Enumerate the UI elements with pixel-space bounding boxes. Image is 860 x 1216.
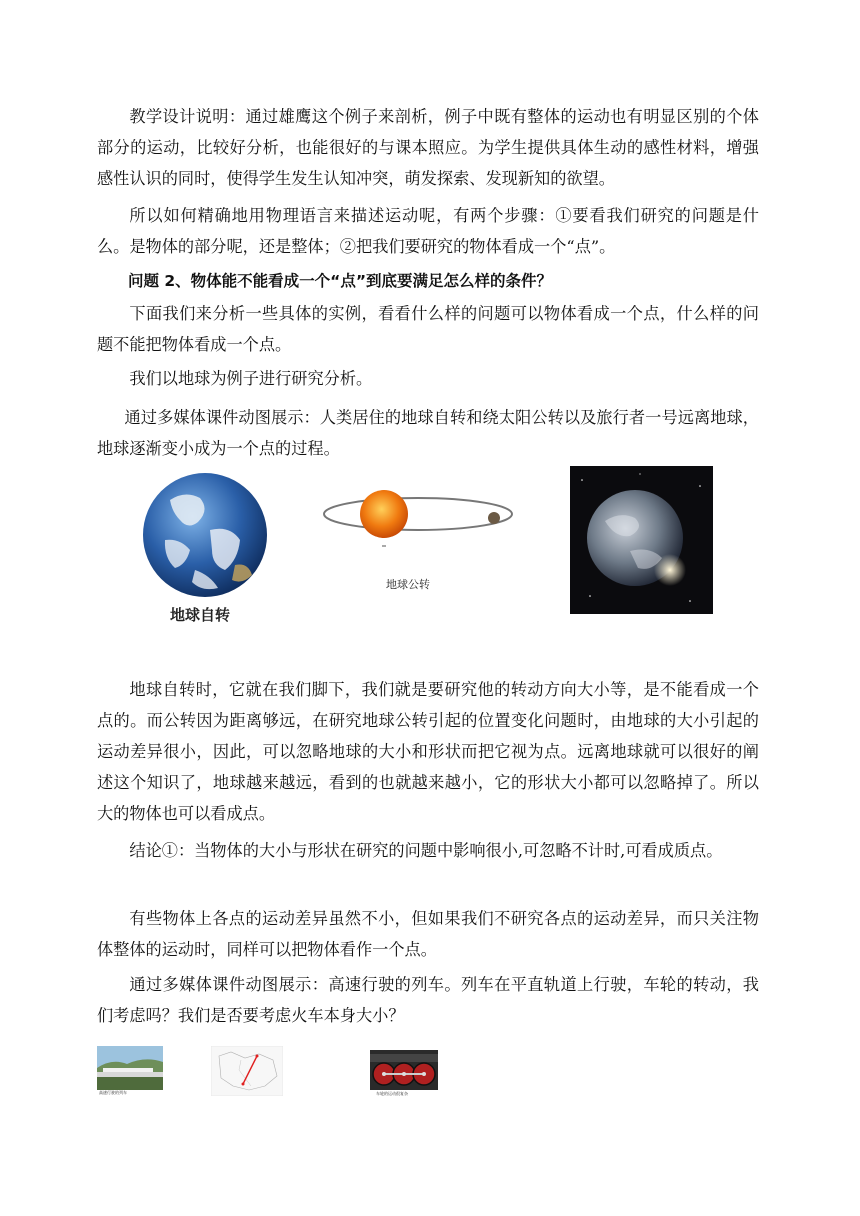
route-map-figure (211, 1046, 283, 1098)
paragraph-design-note: 教学设计说明：通过雄鹰这个例子来剖析，例子中既有整体的运动也有明显区别的个体部分的运动，比较好分析，也能很好的与课本照应。为学生提供具体生动的感性材料，增强感性认识的同时，使得学生发生认知冲突，萌发探索、发现新知的欲望。 (97, 107, 759, 188)
distant-earth-icon (570, 466, 713, 614)
earth-revolution-caption: 地球公转 (386, 578, 430, 591)
paragraph-earth-analysis: 地球自转时，它就在我们脚下，我们就是要研究他的转动方向大小等，是不能看成一个点的。而公转因为距离够远，在研究地球公转引起的位置变化问题时，由地球的大小引起的运动差异很小，因此，可以忽略地球的大小和形状而把它视为点。远离地球就可以很好的阐述这个知识了，地球越来越远，看到的也就越来越小，它的形状大小都可以忽略掉了。所以大的物体也可以看成点。 (97, 680, 759, 823)
earth-receding-figure (570, 466, 713, 614)
sun-orbit-icon (318, 480, 518, 560)
paragraph-two-steps: 所以如何精确地用物理语言来描述运动呢，有两个步骤：①要看我们研究的问题是什么。是物体的部分呢，还是整体；②把我们要研究的物体看成一个“点”。 (97, 206, 759, 256)
earth-globe-icon (140, 470, 270, 600)
earth-revolution-figure (318, 480, 518, 590)
wheel-figure (370, 1050, 438, 1098)
paragraph-conclusion-1: 结论①：当物体的大小与形状在研究的问题中影响很小,可忽略不计时,可看成质点。 (129, 841, 723, 860)
paragraph-overall-motion: 有些物体上各点的运动差异虽然不小，但如果我们不研究各点的运动差异，而只关注物体整体的运动时，同样可以把物体看作一个点。 (97, 909, 759, 959)
wheel-caption: 车轮的运动很复杂 (376, 1091, 408, 1096)
earth-rotation-figure (140, 470, 280, 630)
train-caption: 高速行驶的列车 (99, 1090, 127, 1095)
train-figure (97, 1046, 163, 1098)
heading-question-2: 问题 2、物体能不能看成一个“点”到底要满足怎么样的条件？ (128, 272, 553, 290)
paragraph-examples-intro: 下面我们来分析一些具体的实例，看看什么样的问题可以物体看成一个点，什么样的问题不能把物体看成一个点。 (97, 304, 759, 354)
paragraph-multimedia-earth: 通过多媒体课件动图展示：人类居住的地球自转和绕太阳公转以及旅行者一号远离地球，地球逐渐变小成为一个点的过程。 (97, 408, 759, 458)
train-photo-icon (97, 1046, 163, 1090)
train-wheel-icon (370, 1050, 438, 1090)
paragraph-earth-example: 我们以地球为例子进行研究分析。 (129, 369, 373, 388)
paragraph-multimedia-train: 通过多媒体课件动图展示：高速行驶的列车。列车在平直轨道上行驶，车轮的转动，我们考虑吗？我们是否要考虑火车本身大小？ (97, 975, 759, 1025)
route-map-icon (211, 1046, 283, 1096)
earth-rotation-caption: 地球自转 (170, 606, 231, 624)
